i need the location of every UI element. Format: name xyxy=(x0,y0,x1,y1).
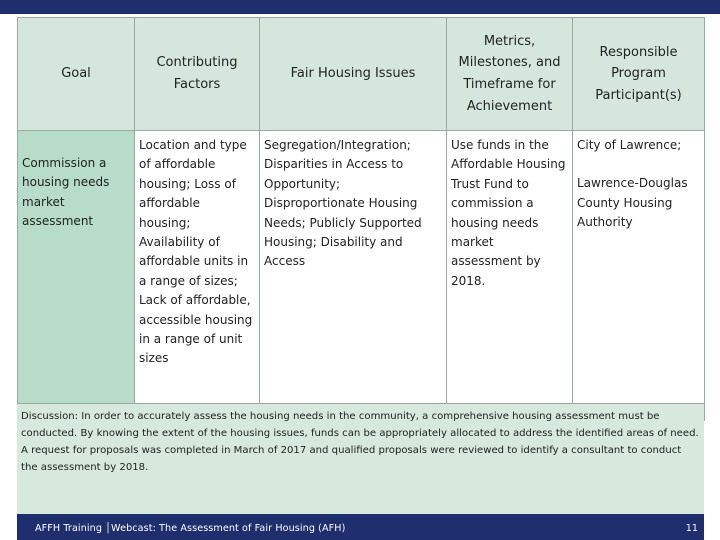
responsible-housing-authority: Lawrence-Douglas County Housing Authority xyxy=(577,176,688,230)
contributing-factors-cell: Location and type of affordable housing; Loss of affordable housing; Availability of affordable units in a range of sizes; Lack of affordable, accessible housing in a range of unit sizes xyxy=(135,131,260,421)
table-header-row xyxy=(18,18,705,131)
discussion-box: Discussion: In order to accurately assess the housing needs in the community, a comprehensive housing assessment must be conducted. By knowing the extent of the housing issues, funds can be appropriately allocated to address the identified areas of need. A request for proposals was completed in March of 2017 and qualified proposals were reviewed to identify a consultant to conduct the assessment by 2018. xyxy=(17,403,704,511)
footer-bar xyxy=(17,514,704,540)
header-responsible-participants: Responsible Program Participant(s) xyxy=(573,18,705,131)
responsible-participants-cell xyxy=(573,131,705,421)
responsible-city: City of Lawrence; xyxy=(577,138,682,152)
header-contributing-factors: Contributing Factors xyxy=(135,18,260,131)
header-fair-housing-issues: Fair Housing Issues xyxy=(260,18,447,131)
goal-cell: Commission a housing needs market assessment xyxy=(18,131,135,421)
header-goal: Goal xyxy=(18,18,135,131)
table-row xyxy=(18,131,705,421)
header-metrics: Metrics, Milestones, and Timeframe for Achievement xyxy=(447,18,573,131)
goal-table xyxy=(17,17,705,421)
page-number: 11 xyxy=(685,523,698,534)
metrics-cell: Use funds in the Affordable Housing Trust Fund to commission a housing needs market assessment by 2018. xyxy=(447,131,573,421)
top-banner xyxy=(0,0,720,14)
footer-title: AFFH Training │Webcast: The Assessment of Fair Housing (AFH) xyxy=(35,523,346,534)
fair-housing-issues-cell: Segregation/Integration; Disparities in Access to Opportunity; Disproportionate Housing Needs; Publicly Supported Housing; Disability and Access xyxy=(260,131,447,421)
